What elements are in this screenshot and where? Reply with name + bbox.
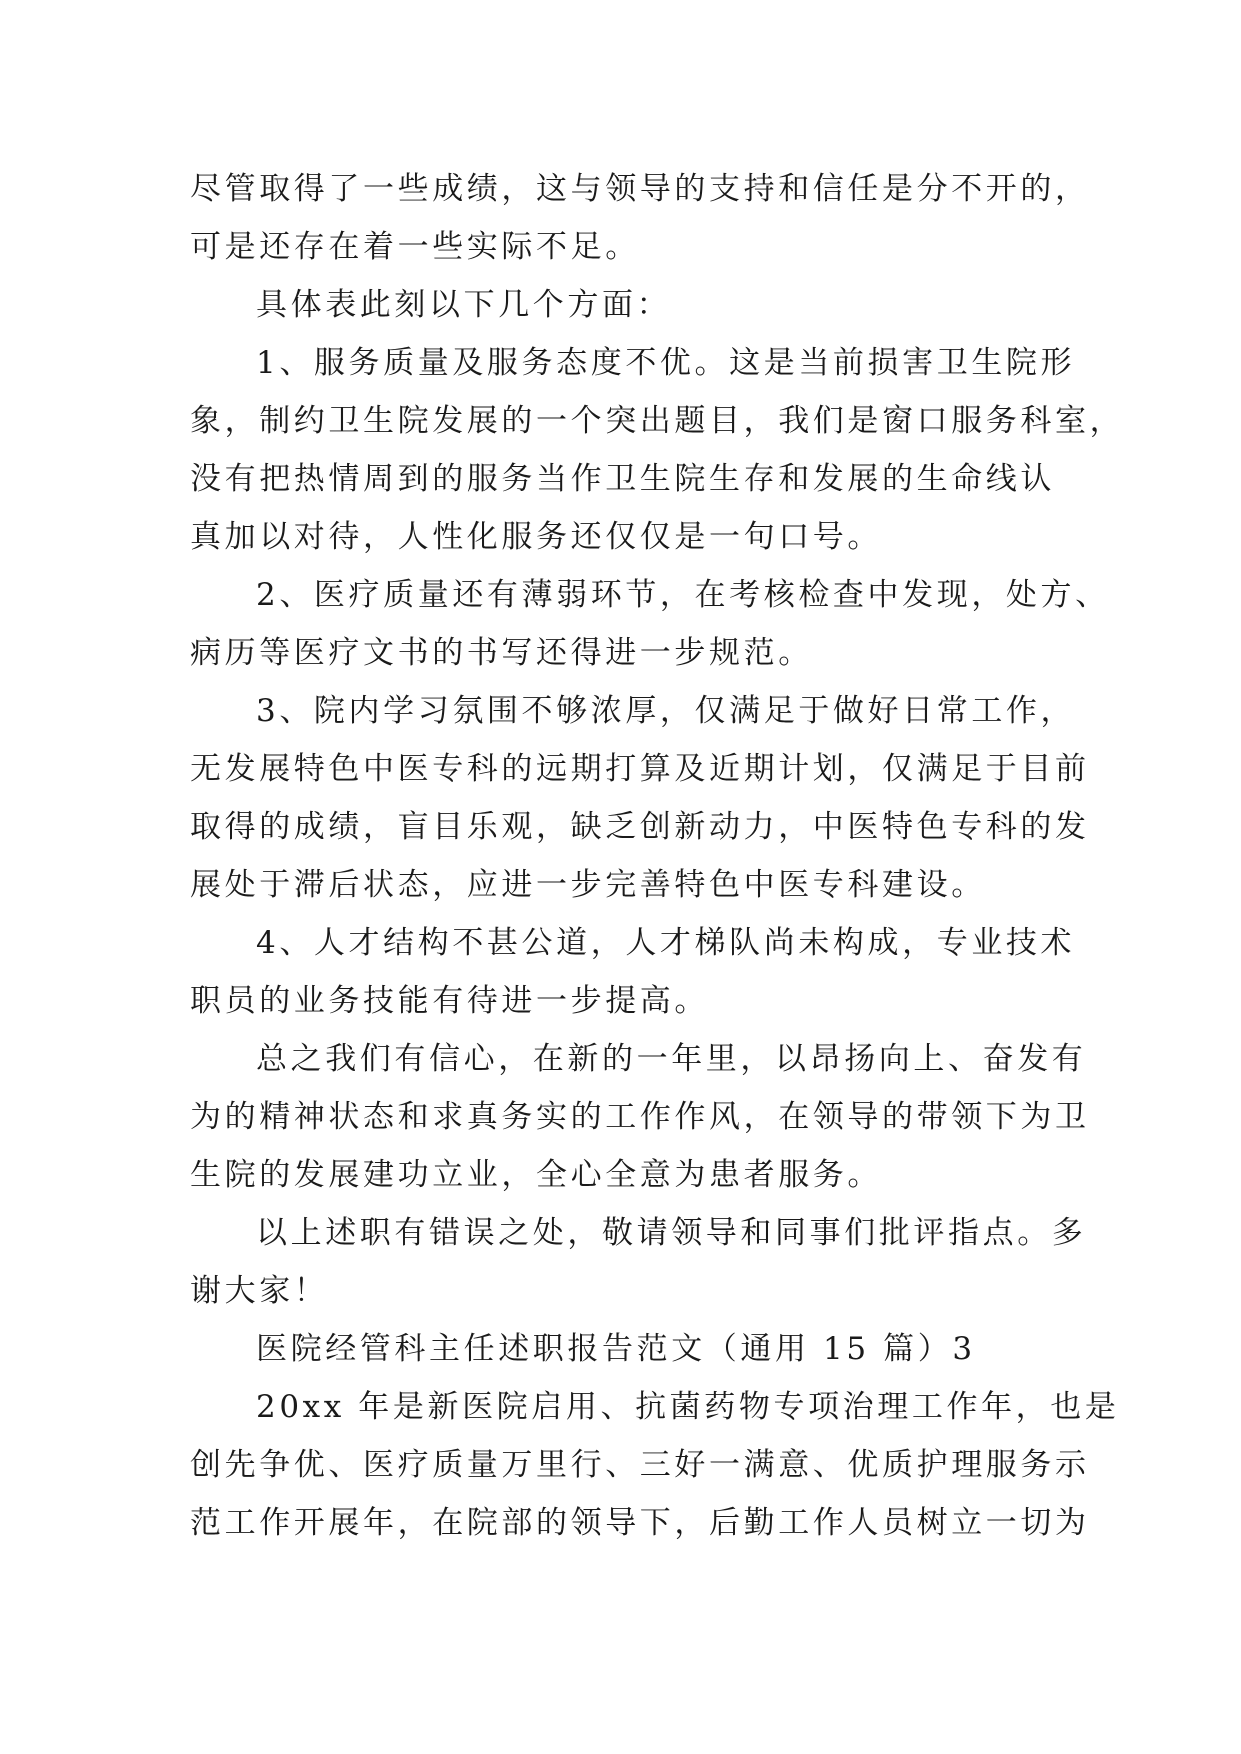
text-line: 职员的业务技能有待进一步提高。: [190, 983, 709, 1019]
text-line: 以上述职有错误之处，敬请领导和同事们批评指点。多: [256, 1215, 1087, 1251]
text-line: 具体表此刻以下几个方面：: [256, 287, 672, 323]
text-line: 范工作开展年，在院部的领导下，后勤工作人员树立一切为: [190, 1505, 1090, 1541]
text-line: 谢大家！: [190, 1273, 329, 1309]
text-line: 医院经管科主任述职报告范文（通用 15 篇）3: [256, 1331, 976, 1367]
text-line: 为的精神状态和求真务实的工作作风，在领导的带领下为卫: [190, 1099, 1090, 1135]
text-line: 取得的成绩，盲目乐观，缺乏创新动力，中医特色专科的发: [190, 809, 1090, 845]
text-line: 无发展特色中医专科的远期打算及近期计划，仅满足于目前: [190, 751, 1090, 787]
text-line: 展处于滞后状态，应进一步完善特色中医专科建设。: [190, 867, 986, 903]
text-line: 病历等医疗文书的书写还得进一步规范。: [190, 635, 813, 671]
text-line: 尽管取得了一些成绩，这与领导的支持和信任是分不开的，: [190, 171, 1090, 207]
text-line: 创先争优、医疗质量万里行、三好一满意、优质护理服务示: [190, 1447, 1090, 1483]
text-line: 真加以对待，人性化服务还仅仅是一句口号。: [190, 519, 882, 555]
text-line: 20xx 年是新医院启用、抗菌药物专项治理工作年，也是: [256, 1389, 1120, 1425]
text-line: 1、服务质量及服务态度不优。这是当前损害卫生院形: [256, 345, 1076, 381]
document-body: [190, 160, 1125, 1552]
text-line: 象，制约卫生院发展的一个突出题目，我们是窗口服务科室，: [190, 403, 1125, 439]
text-line: 生院的发展建功立业，全心全意为患者服务。: [190, 1157, 882, 1193]
text-line: 没有把热情周到的服务当作卫生院生存和发展的生命线认: [190, 461, 1055, 497]
text-line: 3、院内学习氛围不够浓厚，仅满足于做好日常工作，: [256, 693, 1076, 729]
text-line: 2、医疗质量还有薄弱环节，在考核检查中发现，处方、: [256, 577, 1110, 613]
text-line: 可是还存在着一些实际不足。: [190, 229, 640, 265]
text-line: 总之我们有信心，在新的一年里，以昂扬向上、奋发有: [256, 1041, 1087, 1077]
text-line: 4、人才结构不甚公道，人才梯队尚未构成，专业技术: [256, 925, 1076, 961]
